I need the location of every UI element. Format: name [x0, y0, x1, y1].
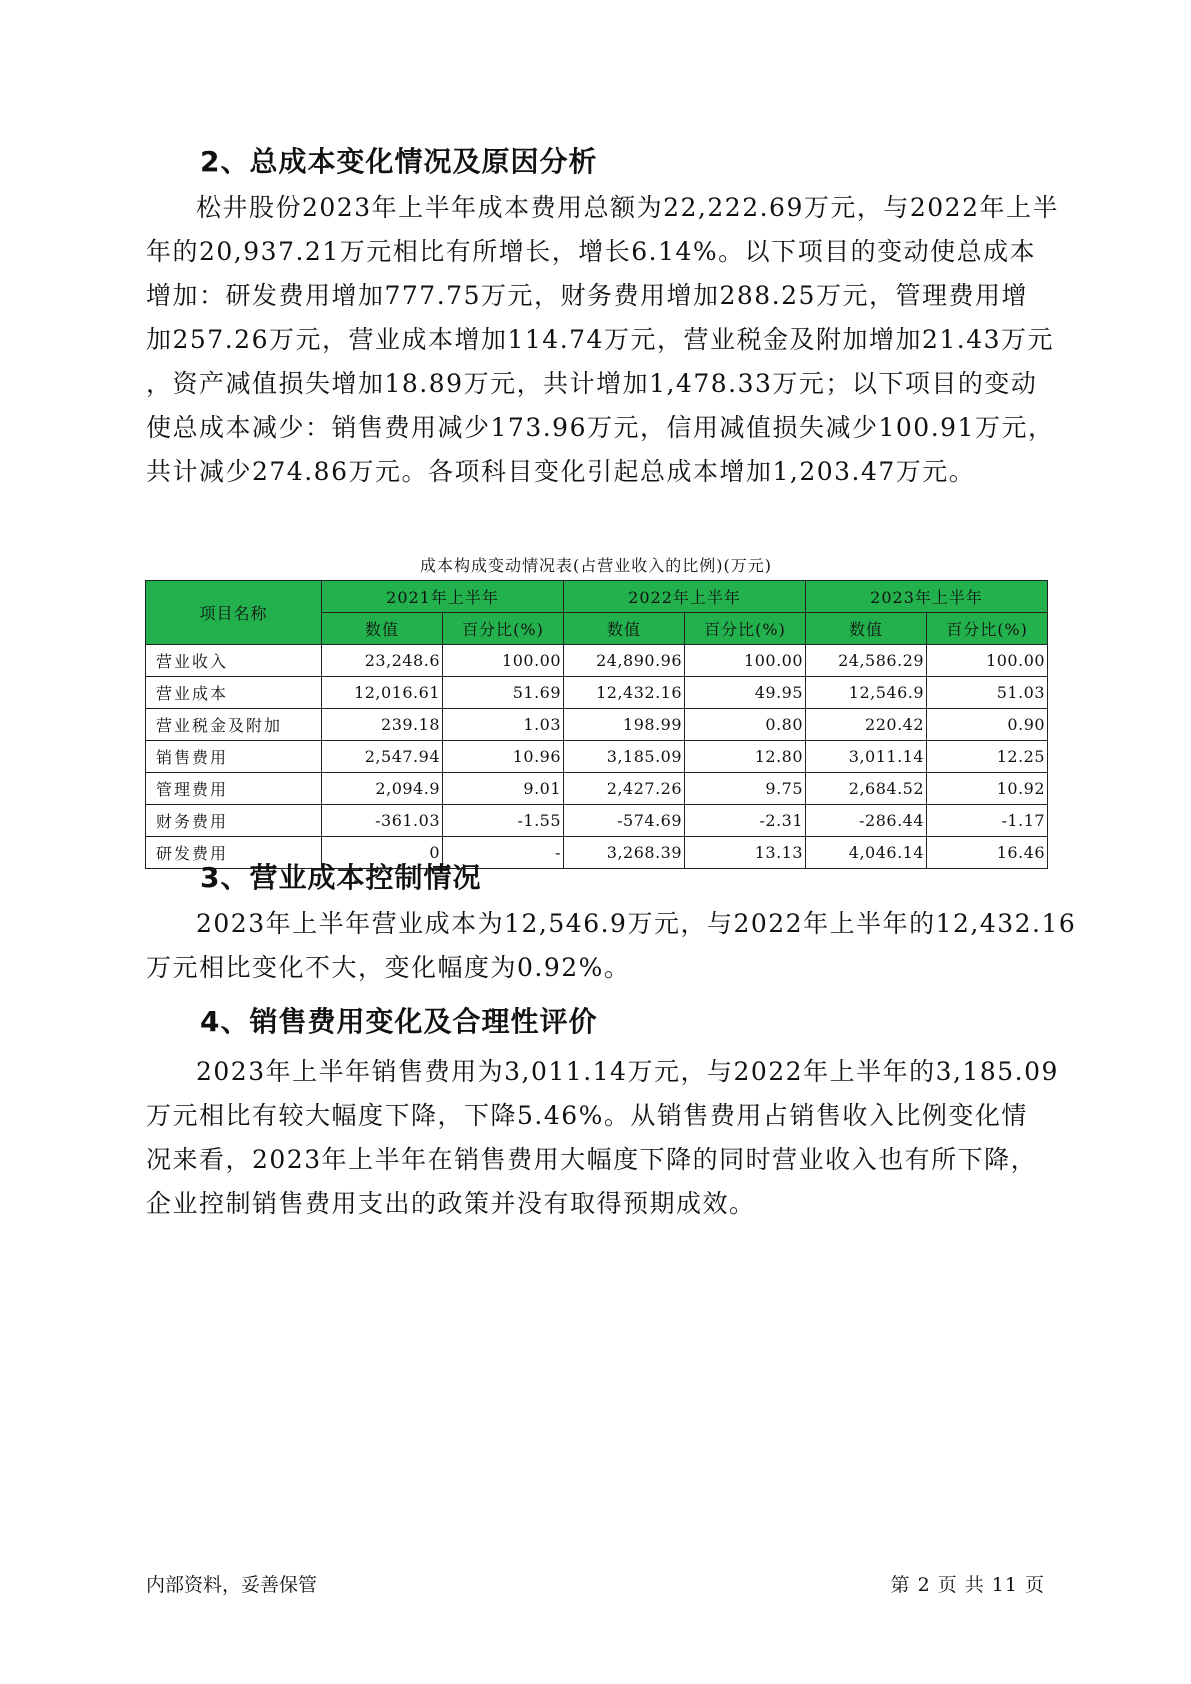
footer-page-number: 第 2 页 共 11 页: [890, 1574, 1045, 1596]
period-header: 2023年上半年: [806, 581, 1048, 613]
section-3-paragraph: [146, 902, 1077, 990]
row-item-name: 销售费用: [146, 741, 322, 773]
value-header: 数值: [564, 613, 685, 645]
value-cell: 2,547.94: [322, 741, 443, 773]
section-3-heading: 3、营业成本控制情况: [200, 861, 482, 894]
value-cell: 12,432.16: [564, 677, 685, 709]
percent-cell: 9.75: [685, 773, 806, 805]
value-cell: 12,546.9: [806, 677, 927, 709]
percent-header: 百分比(%): [443, 613, 564, 645]
value-cell: 2,094.9: [322, 773, 443, 805]
value-cell: 24,586.29: [806, 645, 927, 677]
value-cell: 2,427.26: [564, 773, 685, 805]
paragraph-line: 使总成本减少：销售费用减少173.96万元，信用减值损失减少100.91万元，: [146, 413, 1055, 442]
table-caption: 成本构成变动情况表(占营业收入的比例)(万元): [420, 556, 772, 575]
value-cell: 3,011.14: [806, 741, 927, 773]
value-cell: 239.18: [322, 709, 443, 741]
row-item-name: 营业税金及附加: [146, 709, 322, 741]
percent-cell: -1.55: [443, 805, 564, 837]
percent-cell: 1.03: [443, 709, 564, 741]
paragraph-line: 万元相比有较大幅度下降，下降5.46%。从销售费用占销售收入比例变化情: [146, 1101, 1028, 1130]
percent-cell: 100.00: [927, 645, 1048, 677]
paragraph-line: 共计减少274.86万元。各项科目变化引起总成本增加1,203.47万元。: [146, 457, 976, 486]
percent-cell: 49.95: [685, 677, 806, 709]
table-row: [146, 773, 1048, 805]
percent-cell: 100.00: [443, 645, 564, 677]
percent-cell: 13.13: [685, 837, 806, 869]
table-row: [146, 805, 1048, 837]
row-item-name: 营业收入: [146, 645, 322, 677]
item-name-header: 项目名称: [146, 581, 322, 645]
paragraph-line: 年的20,937.21万元相比有所增长，增长6.14%。以下项目的变动使总成本: [146, 237, 1037, 266]
percent-cell: 100.00: [685, 645, 806, 677]
value-cell: 24,890.96: [564, 645, 685, 677]
paragraph-line: 松井股份2023年上半年成本费用总额为22,222.69万元，与2022年上半: [196, 193, 1059, 222]
percent-cell: -: [443, 837, 564, 869]
row-item-name: 管理费用: [146, 773, 322, 805]
table-row: [146, 741, 1048, 773]
percent-header: 百分比(%): [927, 613, 1048, 645]
table-row: [146, 677, 1048, 709]
percent-cell: 0.90: [927, 709, 1048, 741]
percent-cell: 12.25: [927, 741, 1048, 773]
paragraph-line: 加257.26万元，营业成本增加114.74万元，营业税金及附加增加21.43万元: [146, 325, 1055, 354]
row-item-name: 财务费用: [146, 805, 322, 837]
value-cell: 3,268.39: [564, 837, 685, 869]
value-header: 数值: [806, 613, 927, 645]
paragraph-line: ，资产减值损失增加18.89万元，共计增加1,478.33万元；以下项目的变动: [146, 369, 1038, 398]
period-header: 2022年上半年: [564, 581, 806, 613]
row-item-name: 研发费用: [146, 837, 322, 869]
paragraph-line: 2023年上半年销售费用为3,011.14万元，与2022年上半年的3,185.09: [196, 1057, 1059, 1086]
section-4-heading: 4、销售费用变化及合理性评价: [200, 1005, 598, 1038]
paragraph-line: 况来看，2023年上半年在销售费用大幅度下降的同时营业收入也有所下降，: [146, 1145, 1038, 1174]
percent-cell: 10.92: [927, 773, 1048, 805]
percent-cell: 51.69: [443, 677, 564, 709]
percent-cell: 12.80: [685, 741, 806, 773]
value-cell: 4,046.14: [806, 837, 927, 869]
value-header: 数值: [322, 613, 443, 645]
value-cell: 220.42: [806, 709, 927, 741]
value-cell: -574.69: [564, 805, 685, 837]
value-cell: 198.99: [564, 709, 685, 741]
table-row: [146, 709, 1048, 741]
percent-cell: 10.96: [443, 741, 564, 773]
value-cell: -286.44: [806, 805, 927, 837]
period-header: 2021年上半年: [322, 581, 564, 613]
paragraph-line: 万元相比变化不大，变化幅度为0.92%。: [146, 953, 631, 982]
percent-cell: 0.80: [685, 709, 806, 741]
percent-header: 百分比(%): [685, 613, 806, 645]
section-2-paragraph: [146, 186, 1059, 494]
row-item-name: 营业成本: [146, 677, 322, 709]
percent-cell: 51.03: [927, 677, 1048, 709]
cost-structure-table: [145, 580, 1048, 869]
footer-confidential-note: 内部资料，妥善保管: [146, 1574, 318, 1596]
value-cell: 23,248.6: [322, 645, 443, 677]
paragraph-line: 增加：研发费用增加777.75万元，财务费用增加288.25万元，管理费用增: [146, 281, 1028, 310]
paragraph-line: 2023年上半年营业成本为12,546.9万元，与2022年上半年的12,432.16: [196, 909, 1077, 938]
value-cell: 2,684.52: [806, 773, 927, 805]
percent-cell: -1.17: [927, 805, 1048, 837]
value-cell: -361.03: [322, 805, 443, 837]
percent-cell: 9.01: [443, 773, 564, 805]
value-cell: 0: [322, 837, 443, 869]
value-cell: 12,016.61: [322, 677, 443, 709]
section-2-heading: 2、总成本变化情况及原因分析: [200, 145, 598, 178]
table-row: [146, 645, 1048, 677]
section-4-paragraph: [146, 1050, 1059, 1226]
paragraph-line: 企业控制销售费用支出的政策并没有取得预期成效。: [146, 1189, 756, 1218]
percent-cell: -2.31: [685, 805, 806, 837]
value-cell: 3,185.09: [564, 741, 685, 773]
percent-cell: 16.46: [927, 837, 1048, 869]
